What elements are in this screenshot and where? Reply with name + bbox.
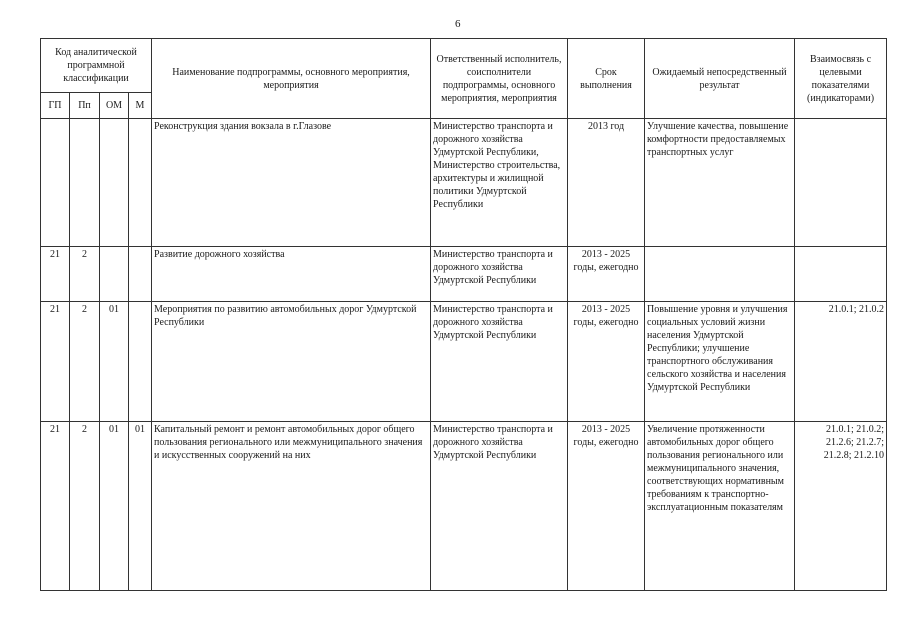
cell-term: 2013 год bbox=[568, 119, 645, 247]
header-m: М bbox=[129, 93, 152, 119]
cell-name: Развитие дорожного хозяйства bbox=[152, 247, 431, 302]
header-responsible: Ответственный исполнитель, соисполнители подпрограммы, основного мероприятия, мероприятия bbox=[431, 39, 568, 119]
header-name: Наименование подпрограммы, основного мероприятия, мероприятия bbox=[152, 39, 431, 119]
cell-result: Повышение уровня и улучшения социальных условий жизни населения Удмуртской Республики; улучшение транспортного обслуживания сельского хозяйства и населения Удмуртской Республики bbox=[645, 302, 795, 422]
table-row bbox=[41, 422, 887, 591]
cell-term: 2013 - 2025 годы, ежегодно bbox=[568, 302, 645, 422]
program-table bbox=[40, 38, 887, 591]
cell-term: 2013 - 2025 годы, ежегодно bbox=[568, 247, 645, 302]
cell-link: 21.0.1; 21.0.2 bbox=[795, 302, 887, 422]
cell-term: 2013 - 2025 годы, ежегодно bbox=[568, 422, 645, 591]
cell-result: Увеличение протяженности автомобильных дорог общего пользования регионального или межмуниципального значения, соответствующих нормативным требованиям к транспортно-эксплуатационным показателям bbox=[645, 422, 795, 591]
cell-responsible: Министерство транспорта и дорожного хозяйства Удмуртской Республики, Министерство строительства, архитектуры и жилищной политики Удмуртской Республики bbox=[431, 119, 568, 247]
header-term: Срок выполнения bbox=[568, 39, 645, 119]
cell-name: Реконструкция здания вокзала в г.Глазове bbox=[152, 119, 431, 247]
page-number: 6 bbox=[455, 18, 461, 30]
cell-om: 01 bbox=[100, 422, 129, 591]
cell-pp: 2 bbox=[70, 422, 100, 591]
cell-pp: 2 bbox=[70, 302, 100, 422]
cell-responsible: Министерство транспорта и дорожного хозяйства Удмуртской Республики bbox=[431, 302, 568, 422]
header-result: Ожидаемый непосредственный результат bbox=[645, 39, 795, 119]
cell-gp bbox=[41, 119, 70, 247]
header-code-group: Код аналитической программной классификации bbox=[41, 39, 152, 93]
cell-responsible: Министерство транспорта и дорожного хозяйства Удмуртской Республики bbox=[431, 247, 568, 302]
table-row bbox=[41, 119, 887, 247]
cell-pp bbox=[70, 119, 100, 247]
cell-responsible: Министерство транспорта и дорожного хозяйства Удмуртской Республики bbox=[431, 422, 568, 591]
cell-link bbox=[795, 247, 887, 302]
cell-m bbox=[129, 247, 152, 302]
cell-m bbox=[129, 302, 152, 422]
cell-gp: 21 bbox=[41, 247, 70, 302]
cell-gp: 21 bbox=[41, 302, 70, 422]
table-row bbox=[41, 247, 887, 302]
cell-pp: 2 bbox=[70, 247, 100, 302]
cell-om: 01 bbox=[100, 302, 129, 422]
header-pp: Пп bbox=[70, 93, 100, 119]
cell-om bbox=[100, 119, 129, 247]
cell-m bbox=[129, 119, 152, 247]
cell-name: Мероприятия по развитию автомобильных дорог Удмуртской Республики bbox=[152, 302, 431, 422]
table-header bbox=[41, 39, 887, 119]
table-row bbox=[41, 302, 887, 422]
cell-m: 01 bbox=[129, 422, 152, 591]
header-gp: ГП bbox=[41, 93, 70, 119]
header-om: ОМ bbox=[100, 93, 129, 119]
cell-om bbox=[100, 247, 129, 302]
cell-gp: 21 bbox=[41, 422, 70, 591]
header-link: Взаимосвязь с целевыми показателями (индикаторами) bbox=[795, 39, 887, 119]
cell-name: Капитальный ремонт и ремонт автомобильных дорог общего пользования регионального или межмуниципального значения и искусственных сооружений на них bbox=[152, 422, 431, 591]
cell-link: 21.0.1; 21.0.2; 21.2.6; 21.2.7; 21.2.8; 21.2.10 bbox=[795, 422, 887, 591]
cell-link bbox=[795, 119, 887, 247]
cell-result bbox=[645, 247, 795, 302]
cell-result: Улучшение качества, повышение комфортности предоставляемых транспортных услуг bbox=[645, 119, 795, 247]
